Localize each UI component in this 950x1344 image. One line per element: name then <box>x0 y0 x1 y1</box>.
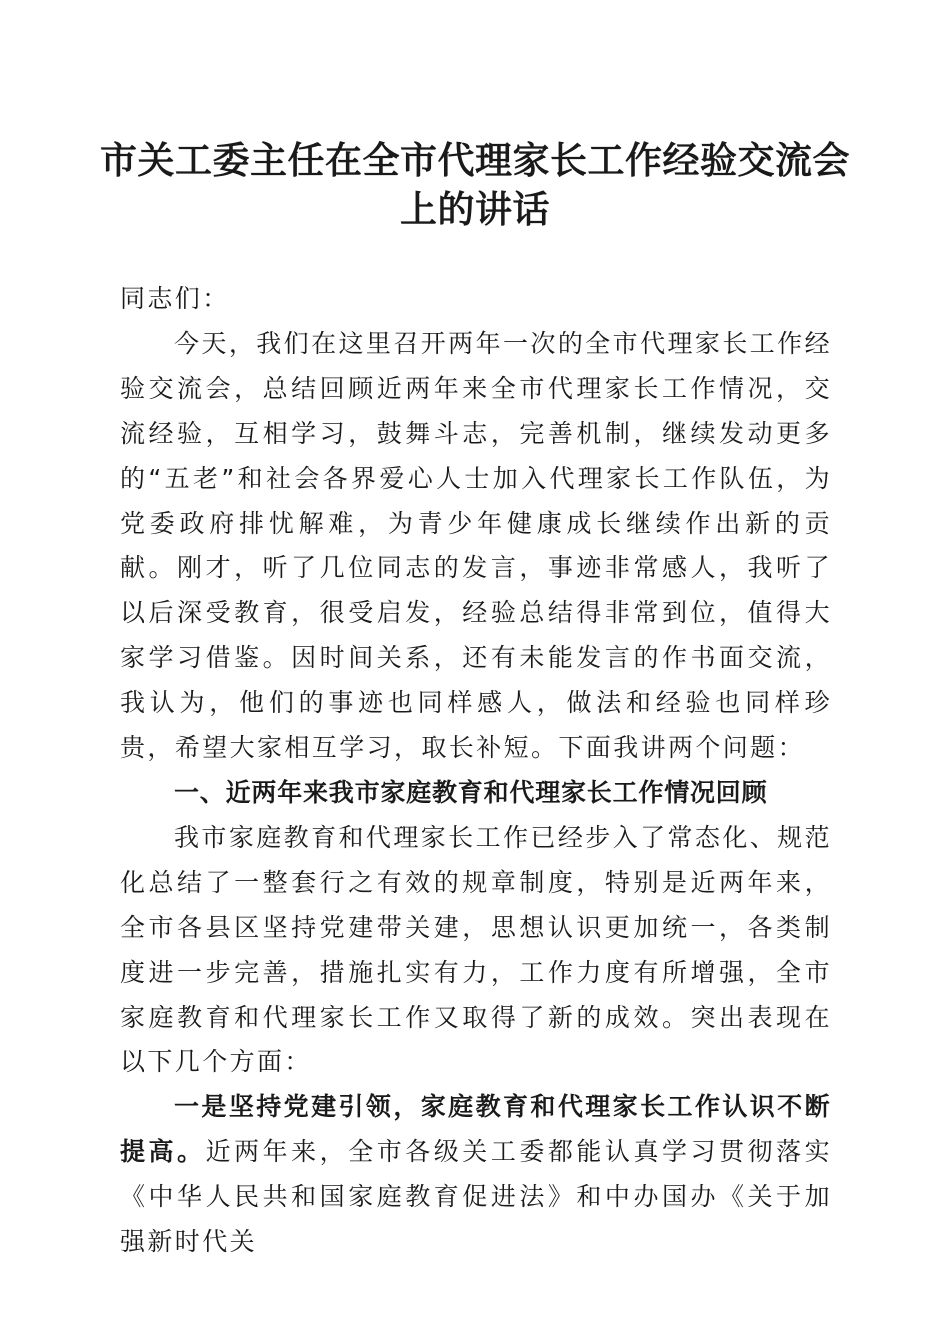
title-line-2: 上的讲话 <box>400 187 550 231</box>
paragraph-point-1 <box>120 1085 832 1265</box>
paragraph-opening: 今天，我们在这里召开两年一次的全市代理家长工作经验交流会，总结回顾近两年来全市代理家长工作情况，交流经验，互相学习，鼓舞斗志，完善机制，继续发动更多的“五老”和社会各界爱心人士加入代理家长工作队伍，为党委政府排忧解难，为青少年健康成长继续作出新的贡献。刚才，听了几位同志的发言，事迹非常感人，我听了以后深受教育，很受启发，经验总结得非常到位，值得大家学习借鉴。因时间关系，还有未能发言的作书面交流，我认为，他们的事迹也同样感人，做法和经验也同样珍贵，希望大家相互学习，取长补短。下面我讲两个问题： <box>120 328 832 763</box>
section-heading-1: 一、近两年来我市家庭教育和代理家长工作情况回顾 <box>174 777 768 807</box>
salutation: 同志们： <box>120 284 230 313</box>
document-body <box>120 277 832 1265</box>
document-title <box>100 136 850 234</box>
point-1-text: 近两年来，全市各级关工委都能认真学习贯彻落实《中华人民共和国家庭教育促进法》和中办国办《关于加强新时代关 <box>120 1137 832 1257</box>
title-line-1: 市关工委主任在全市代理家长工作经验交流会 <box>100 138 850 182</box>
point-1-lead: 一是坚持党建引领，家庭教育和代理家长工作认识不断提高。 <box>120 1092 832 1167</box>
paragraph-review: 我市家庭教育和代理家长工作已经步入了常态化、规范化总结了一整套行之有效的规章制度，特别是近两年来，全市各县区坚持党建带关建，思想认识更加统一，各类制度进一步完善，措施扎实有力，工作力度有所增强，全市家庭教育和代理家长工作又取得了新的成效。突出表现在以下几个方面： <box>120 822 832 1077</box>
